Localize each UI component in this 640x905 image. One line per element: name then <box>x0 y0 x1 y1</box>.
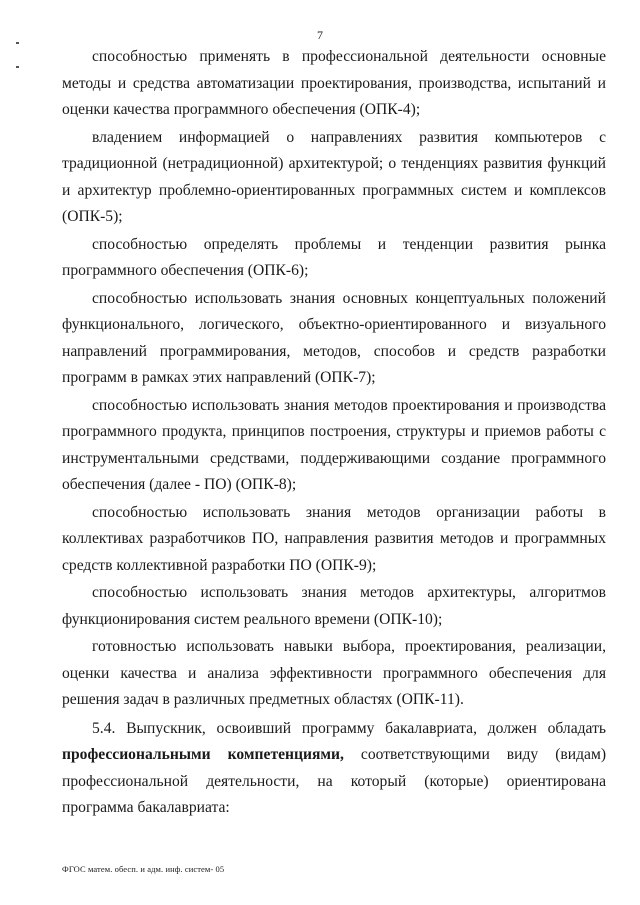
paragraph-opk-11: готовностью использовать навыки выбора, проектирования, реализации, оценки качества и анализа эффективности программного обеспечения для решения задач в различных предметных областях (ОПК-11). <box>62 638 606 708</box>
paragraph-opk-4: способностью применять в профессиональной деятельности основные методы и средства автоматизации проектирования, производства, испытаний и оценки качества программного обеспечения (ОПК-4); <box>62 48 606 118</box>
paragraph-opk-6: способностью определять проблемы и тенденции развития рынка программного обеспечения (ОПК-6); <box>62 235 606 279</box>
paragraph-opk-8: способностью использовать знания методов проектирования и производства программного продукта, принципов построения, структуры и приемов работы с инструментальными средствами, поддерживающими создание программного обеспечения (далее - ПО) (ОПК-8); <box>62 396 606 493</box>
section-tail: соответствующими виду (видам) профессиональной деятельности, на который (которые) ориентирована программа бакалавриата: <box>62 746 607 816</box>
section-lead: 5.4. Выпускник, освоивший программу бакалавриата, должен обладать <box>92 719 606 737</box>
page-number: 7 <box>317 28 323 42</box>
document-footer: ФГОС матем. обесп. и адм. инф. систем- 05 <box>62 864 225 874</box>
paragraph-opk-7: способностью использовать знания основных концептуальных положений функционального, логического, объектно-ориентированного и визуального направлений программирования, методов, способов и средств разработки программ в рамках этих направлений (ОПК-7); <box>62 289 606 386</box>
scan-mark <box>16 66 19 68</box>
section-bold-term: профессиональными компетенциями, <box>62 746 344 763</box>
paragraph-opk-9: способностью использовать знания методов организации работы в коллективах разработчиков ПО, направления развития методов и программных средств коллективной разработки ПО (ОПК-9); <box>62 503 606 574</box>
paragraph-opk-10: способностью использовать знания методов архитектуры, алгоритмов функционирования систем реального времени (ОПК-10); <box>62 584 606 628</box>
paragraph-opk-5: владением информацией о направлениях развития компьютеров с традиционной (нетрадиционной) архитектурой; о тенденциях развития функций и архитектур проблемно-ориентированных программных систем и комплексов (ОПК-5); <box>62 128 606 225</box>
section-5-4-paragraph <box>62 716 606 822</box>
document-body <box>62 44 606 823</box>
